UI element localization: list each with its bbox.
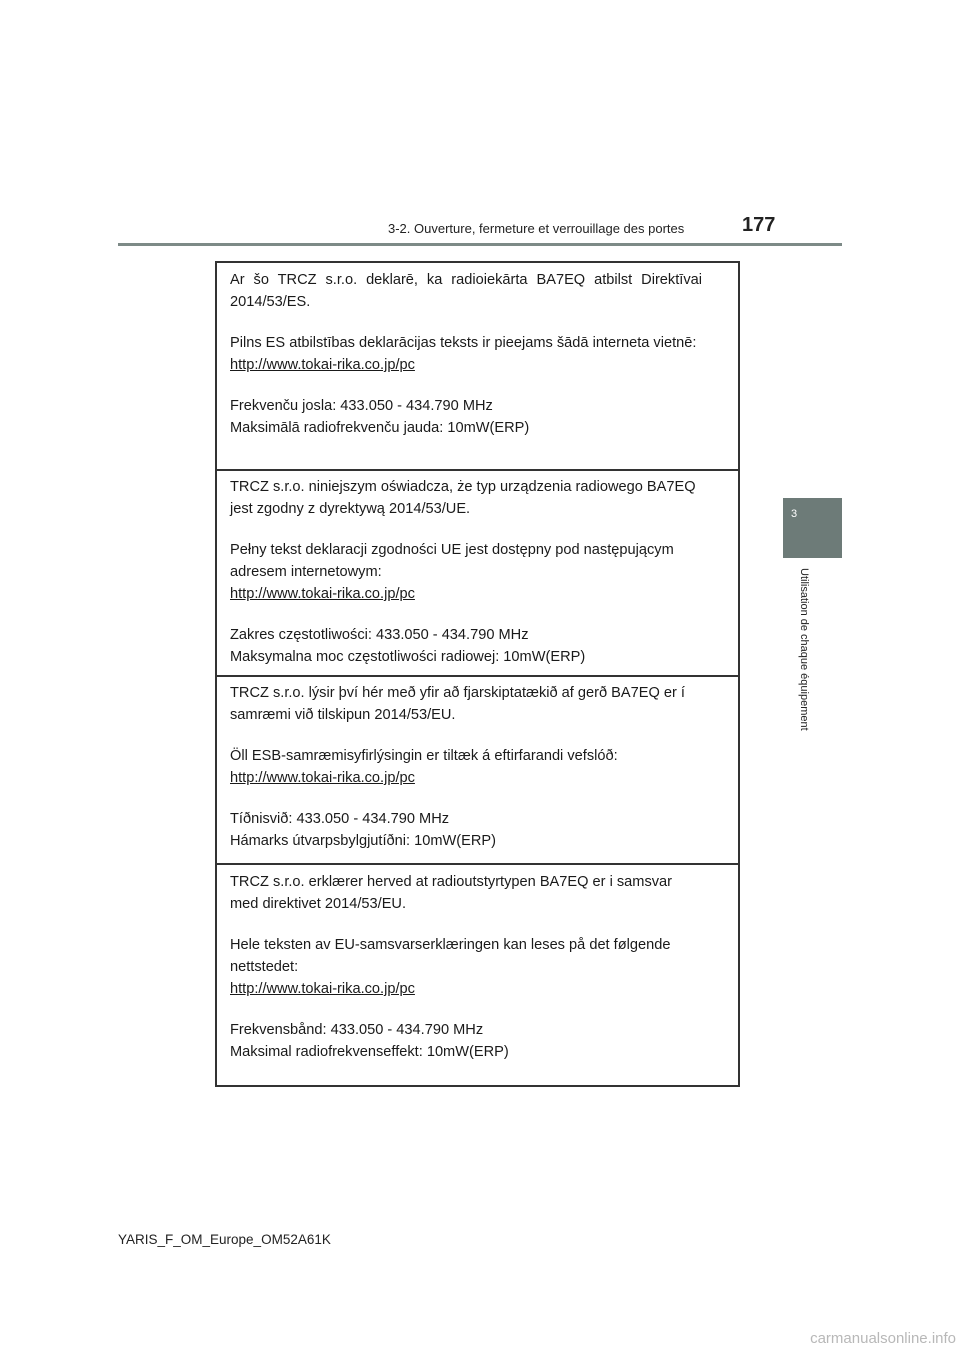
declaration-availability: Öll ESB-samræmisyfirlýsingin er tiltæk á eftirfarandi vefslóð: [230,748,618,764]
chapter-tab-label: Utilisation de chaque équipement [798,568,810,731]
running-header-title: 3-2. Ouverture, fermeture et verrouillage des portes [388,221,685,236]
declaration-link[interactable]: http://www.tokai-rika.co.jp/pc [230,981,415,997]
declaration-section-latvian [217,269,738,439]
declaration-link[interactable]: http://www.tokai-rika.co.jp/pc [230,357,415,373]
declaration-availability: Hele teksten av EU-samsvarserklæringen kan leses på det følgende nettstedet: [230,937,671,975]
frequency-band: Zakres częstotliwości: 433.050 - 434.790 MHz [230,627,529,643]
declaration-statement: TRCZ s.r.o. lýsir því hér með yfir að fjarskiptatækið af gerð BA7EQ er í samræmi við tilskipun 2014/53/EU. [230,685,685,723]
max-power: Maksimal radiofrekvenseffekt: 10mW(ERP) [230,1044,509,1060]
max-power: Maksimālā radiofrekvenču jauda: 10mW(ERP) [230,420,530,436]
declaration-statement: Ar šo TRCZ s.r.o. deklarē, ka radioiekārta BA7EQ atbilst Direktīvai 2014/53/ES. [230,272,702,310]
chapter-tab-number: 3 [790,508,798,520]
document-code: YARIS_F_OM_Europe_OM52A61K [118,1232,331,1247]
declaration-availability: Pełny tekst deklaracji zgodności UE jest dostępny pod następującym adresem internetowym: [230,542,674,580]
declaration-box [215,261,740,1087]
watermark: carmanualsonline.info [810,1330,956,1347]
page-number: 177 [742,214,776,236]
max-power: Hámarks útvarpsbylgjutíðni: 10mW(ERP) [230,833,497,849]
declaration-section-norwegian [217,863,738,1063]
frequency-band: Tíðnisvið: 433.050 - 434.790 MHz [230,811,450,827]
chapter-tab [783,498,842,558]
declaration-statement: TRCZ s.r.o. niniejszym oświadcza, że typ urządzenia radiowego BA7EQ jest zgodny z dyrektywą 2014/53/UE. [230,479,696,517]
declaration-statement: TRCZ s.r.o. erklærer herved at radioutstyrtypen BA7EQ er i samsvar med direktivet 2014/53/EU. [230,874,673,912]
declaration-link[interactable]: http://www.tokai-rika.co.jp/pc [230,770,415,786]
max-power: Maksymalna moc częstotliwości radiowej: 10mW(ERP) [230,649,586,665]
header-divider [118,243,842,246]
declaration-section-icelandic [217,675,738,852]
declaration-availability: Pilns ES atbilstības deklarācijas teksts ir pieejams šādā interneta vietnē: [230,335,697,351]
declaration-section-polish [217,469,738,668]
frequency-band: Frekvenču josla: 433.050 - 434.790 MHz [230,398,493,414]
declaration-link[interactable]: http://www.tokai-rika.co.jp/pc [230,586,415,602]
frequency-band: Frekvensbånd: 433.050 - 434.790 MHz [230,1022,484,1038]
